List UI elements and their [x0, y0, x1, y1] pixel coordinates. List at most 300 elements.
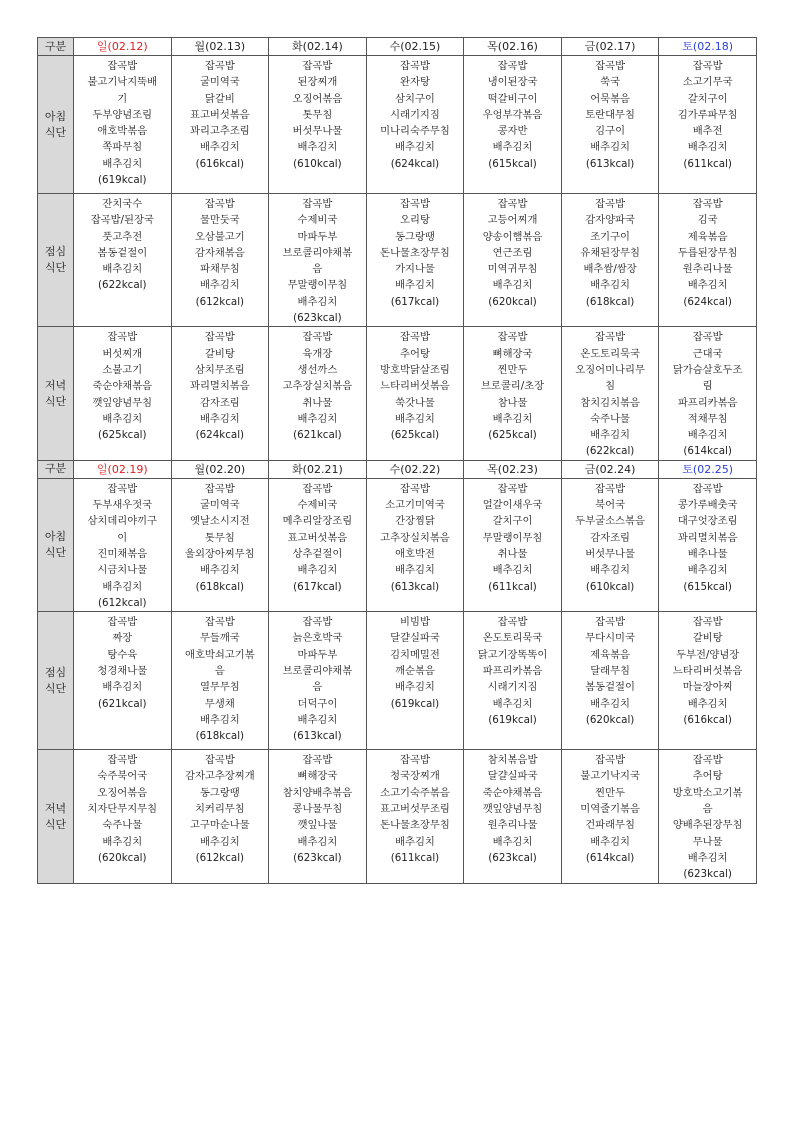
- menu-item: 고구마순나물: [190, 819, 250, 832]
- menu-cell: [366, 327, 464, 460]
- menu-item: 돈나물초장무침: [380, 819, 450, 832]
- menu-item: 배추김치: [492, 835, 533, 848]
- menu-item: 느타리버섯볶음: [380, 380, 450, 393]
- menu-item: 우엉부각볶음: [482, 108, 543, 121]
- menu-item: 무다시미국: [585, 632, 635, 645]
- menu-item: 비빔밥: [400, 616, 430, 629]
- menu-item: 브로콜리/초장: [480, 380, 545, 393]
- calorie-value: (613kcal): [390, 580, 440, 593]
- calorie-value: (613kcal): [293, 730, 342, 743]
- menu-item: 풋고추전: [102, 230, 143, 243]
- menu-item: 배추김치: [492, 412, 533, 425]
- menu-item: 무나물: [692, 835, 723, 848]
- menu-item: 배추나물: [687, 547, 728, 560]
- menu-item: 오징어볶음: [292, 92, 343, 105]
- menu-item: 달걀실파국: [487, 770, 538, 783]
- menu-item: 메추리알장조림: [282, 515, 353, 528]
- menu-item: 연근조림: [492, 246, 533, 259]
- menu-item: 방호박소고기볶 음: [672, 786, 743, 816]
- menu-item: 마파두부: [297, 648, 338, 661]
- menu-item: 배추김치: [199, 412, 240, 425]
- week-2-dinner-row: [38, 750, 757, 884]
- menu-item: 잡곡밥: [595, 60, 626, 72]
- menu-item: 두부양념조림: [92, 108, 153, 121]
- menu-item: 마늘장아찌: [682, 681, 733, 694]
- menu-item: 잔치국수: [102, 198, 143, 210]
- menu-item: 굴미역국: [199, 499, 240, 512]
- menu-item: 잡곡밥: [497, 60, 528, 72]
- menu-item: 잡곡밥: [400, 60, 430, 72]
- calorie-value: (620kcal): [585, 713, 635, 726]
- menu-item: 두부굴소스볶음: [575, 515, 645, 528]
- menu-cell: [659, 56, 757, 194]
- menu-cell: [171, 56, 269, 194]
- menu-item: 깨순볶음: [395, 665, 435, 678]
- menu-item: 잡곡밥: [204, 331, 235, 344]
- day-header: 수(02.22): [366, 460, 464, 478]
- calorie-value: (623kcal): [293, 851, 342, 864]
- calorie-value: (619kcal): [488, 713, 537, 726]
- menu-item: 참치볶음밥: [487, 754, 538, 767]
- menu-item: 배추김치: [199, 835, 240, 848]
- menu-item: 삼치데리야끼구 이: [87, 515, 158, 544]
- meal-table-body: [38, 38, 757, 884]
- menu-item: 오징어볶음: [97, 786, 148, 799]
- menu-item: 잡곡밥: [692, 482, 723, 495]
- menu-item: 육개장: [302, 347, 333, 360]
- menu-item: 배추전: [692, 125, 723, 138]
- meal-label-lunch: 점심 식단: [38, 194, 74, 327]
- menu-item: 시래기지짐: [390, 108, 440, 121]
- calorie-value: (624kcal): [683, 295, 732, 308]
- menu-item: 콩자반: [497, 125, 528, 138]
- menu-cell: [659, 750, 757, 884]
- menu-item: 진미채볶음: [97, 547, 148, 560]
- menu-item: 닭고기장똑똑이: [477, 648, 548, 661]
- menu-item: 배추김치: [492, 697, 533, 710]
- week-1-breakfast-row: [38, 56, 757, 194]
- menu-item: 잡곡밥: [204, 198, 235, 210]
- menu-item: 북어국: [595, 499, 626, 512]
- menu-item: 표고버섯볶음: [287, 531, 348, 544]
- calorie-value: (612kcal): [195, 295, 245, 308]
- menu-item: 잡곡밥: [595, 616, 626, 629]
- menu-cell: [464, 478, 562, 611]
- calorie-value: (615kcal): [488, 157, 537, 170]
- menu-item: 배추김치: [590, 564, 630, 577]
- calorie-value: (611kcal): [488, 580, 537, 593]
- menu-item: 갈치구이: [492, 515, 533, 528]
- menu-item: 잡곡밥: [107, 60, 138, 72]
- menu-cell: [561, 478, 659, 611]
- menu-item: 배추김치: [297, 713, 338, 726]
- menu-item: 뼈해장국: [492, 347, 533, 360]
- menu-item: 배추김치: [102, 412, 143, 425]
- menu-cell: [74, 327, 172, 460]
- menu-item: 미역줄기볶음: [580, 803, 640, 816]
- menu-item: 톳무침: [302, 108, 333, 121]
- menu-item: 배추김치: [297, 564, 338, 577]
- week-2-breakfast-row: [38, 478, 757, 611]
- menu-item: 된장찌개: [297, 76, 338, 89]
- menu-item: 꽈리고추조림: [190, 125, 250, 138]
- menu-item: 애호박볶음: [97, 125, 148, 138]
- calorie-value: (625kcal): [390, 429, 440, 442]
- day-header: 화(02.21): [269, 460, 367, 478]
- menu-item: 소고기미역국: [385, 499, 445, 512]
- menu-item: 배추김치: [590, 141, 630, 154]
- meal-label-dinner: 저녁 식단: [38, 750, 74, 884]
- menu-item: 김구이: [595, 125, 626, 138]
- menu-item: 미역귀무침: [487, 263, 538, 276]
- menu-item: 버섯무나물: [292, 125, 343, 138]
- menu-item: 배추김치: [687, 564, 728, 577]
- calorie-value: (621kcal): [98, 697, 147, 710]
- day-header: 금(02.24): [561, 460, 659, 478]
- menu-item: 잡곡밥: [692, 331, 723, 344]
- weekly-meal-table: [37, 37, 757, 884]
- menu-item: 버섯무나물: [585, 547, 635, 560]
- menu-cell: [74, 612, 172, 750]
- menu-item: 느타리버섯볶음: [672, 665, 743, 678]
- menu-item: 상추겉절이: [292, 547, 343, 560]
- calorie-value: (623kcal): [488, 851, 537, 864]
- menu-cell: [366, 478, 464, 611]
- menu-item: 배추김치: [102, 263, 143, 276]
- menu-item: 배추김치: [297, 295, 338, 308]
- menu-item: 애호박쇠고기볶 음: [185, 648, 255, 678]
- menu-item: 잡곡밥: [692, 60, 723, 72]
- menu-item: 건파래무침: [585, 819, 635, 832]
- menu-item: 오징어미나리무 침: [575, 363, 645, 393]
- menu-item: 배추김치: [590, 429, 630, 442]
- menu-item: 잡곡밥: [400, 198, 430, 210]
- menu-cell: [74, 194, 172, 327]
- meal-label-breakfast: 아침 식단: [38, 478, 74, 611]
- menu-item: 잡곡밥: [595, 754, 626, 767]
- menu-item: 잡곡밥: [400, 482, 430, 495]
- menu-item: 감자조림: [590, 531, 630, 544]
- menu-item: 고추장실치볶음: [380, 531, 450, 544]
- day-header: 목(02.23): [464, 460, 562, 478]
- menu-cell: [269, 750, 367, 884]
- menu-item: 잡곡밥: [302, 198, 333, 210]
- week-1-dinner-row: [38, 327, 757, 460]
- calorie-value: (618kcal): [195, 580, 245, 593]
- menu-item: 깻잎양념무침: [482, 803, 543, 816]
- calorie-value: (618kcal): [195, 730, 245, 743]
- menu-cell: [561, 612, 659, 750]
- menu-item: 참치김치볶음: [580, 396, 640, 409]
- day-header: 토(02.25): [659, 460, 757, 478]
- calorie-value: (624kcal): [390, 157, 440, 170]
- menu-item: 갈비탕: [204, 347, 235, 360]
- menu-item: 치자단무지무침: [87, 803, 158, 816]
- menu-item: 배추김치: [687, 851, 728, 864]
- calorie-value: (620kcal): [488, 295, 537, 308]
- calorie-value: (623kcal): [683, 868, 732, 881]
- menu-item: 수제비국: [297, 499, 338, 512]
- menu-item: 배추김치: [102, 157, 143, 170]
- menu-item: 배추김치: [395, 279, 435, 292]
- menu-item: 잡곡밥: [302, 60, 333, 72]
- menu-item: 잡곡밥: [692, 616, 723, 629]
- menu-item: 찐만두: [595, 786, 626, 799]
- menu-item: 두부새우젓국: [92, 499, 153, 512]
- menu-cell: [464, 194, 562, 327]
- menu-item: 양송이햄볶음: [482, 230, 543, 243]
- menu-cell: [171, 478, 269, 611]
- menu-item: 늙은호박국: [292, 632, 343, 645]
- calorie-value: (619kcal): [98, 174, 147, 187]
- calorie-value: (621kcal): [293, 429, 342, 442]
- menu-item: 무말랭이무침: [287, 279, 348, 292]
- menu-item: 배추김치: [687, 429, 728, 442]
- menu-cell: [464, 612, 562, 750]
- calorie-value: (616kcal): [195, 157, 245, 170]
- menu-item: 불고기낙지국: [580, 770, 640, 783]
- menu-item: 숙주북어국: [97, 770, 148, 783]
- menu-item: 파프리카볶음: [482, 665, 543, 678]
- menu-item: 오삼불고기: [194, 230, 245, 243]
- menu-item: 콩가루배춧국: [677, 499, 738, 512]
- menu-cell: [366, 750, 464, 884]
- menu-cell: [171, 750, 269, 884]
- calorie-value: (611kcal): [390, 851, 440, 864]
- menu-item: 배추김치: [590, 835, 630, 848]
- menu-item: 감자고추장찌개: [185, 770, 255, 783]
- menu-cell: [659, 612, 757, 750]
- header-label: 구분: [38, 38, 74, 56]
- menu-item: 무말랭이무침: [482, 531, 543, 544]
- menu-cell: [171, 612, 269, 750]
- menu-cell: [464, 56, 562, 194]
- menu-item: 배추김치: [297, 412, 338, 425]
- menu-item: 깻잎양념무침: [92, 396, 153, 409]
- calorie-value: (611kcal): [683, 157, 732, 170]
- week-2-lunch-row: [38, 612, 757, 750]
- menu-cell: [366, 56, 464, 194]
- menu-item: 잡곡밥: [302, 616, 333, 629]
- menu-item: 잡곡밥: [497, 616, 528, 629]
- menu-item: 고추장실치볶음: [282, 380, 353, 393]
- menu-item: 얼갈이새우국: [482, 499, 543, 512]
- menu-item: 숙주나물: [102, 819, 143, 832]
- menu-cell: [561, 56, 659, 194]
- menu-item: 감자조림: [199, 396, 240, 409]
- menu-item: 제육볶음: [687, 230, 728, 243]
- menu-item: 잡곡밥: [400, 754, 430, 767]
- menu-item: 돈나물초장무침: [380, 246, 450, 259]
- calorie-value: (613kcal): [585, 157, 635, 170]
- menu-item: 김치메밀전: [390, 648, 440, 661]
- menu-item: 파채무침: [199, 263, 240, 276]
- menu-item: 대구엇장조림: [677, 515, 738, 528]
- menu-item: 동그랑땡: [199, 786, 240, 799]
- menu-item: 숙주나물: [590, 412, 630, 425]
- day-header: 수(02.15): [366, 38, 464, 56]
- menu-item: 양배추된장무침: [672, 819, 743, 832]
- menu-item: 브로콜리야채볶 음: [282, 665, 353, 694]
- day-header: 일(02.12): [74, 38, 172, 56]
- menu-item: 소고기숙주볶음: [380, 786, 450, 799]
- menu-item: 굴미역국: [199, 76, 240, 89]
- menu-item: 어묵볶음: [590, 92, 630, 105]
- menu-item: 배추김치: [590, 697, 630, 710]
- menu-cell: [561, 327, 659, 460]
- menu-item: 닭갈비: [204, 92, 235, 105]
- menu-item: 오리탕: [400, 214, 430, 227]
- menu-item: 적채무침: [687, 412, 728, 425]
- calorie-value: (610kcal): [293, 157, 342, 170]
- menu-item: 온도토리묵국: [482, 632, 543, 645]
- meal-label-lunch: 점심 식단: [38, 612, 74, 750]
- calorie-value: (620kcal): [98, 851, 147, 864]
- menu-item: 두부전/양념장: [676, 648, 740, 661]
- menu-cell: [269, 478, 367, 611]
- menu-cell: [561, 750, 659, 884]
- menu-item: 잡곡밥: [204, 482, 235, 495]
- menu-item: 잡곡밥: [107, 331, 138, 344]
- menu-cell: [464, 750, 562, 884]
- menu-item: 무들깨국: [199, 632, 240, 645]
- calorie-value: (624kcal): [195, 429, 245, 442]
- menu-item: 배추김치: [297, 141, 338, 154]
- menu-item: 원추리나물: [682, 263, 733, 276]
- menu-cell: [269, 56, 367, 194]
- menu-item: 달래무침: [590, 665, 630, 678]
- menu-cell: [74, 750, 172, 884]
- week-2-header-row: [38, 460, 757, 478]
- calorie-value: (622kcal): [585, 445, 635, 458]
- menu-item: 무생채: [204, 697, 235, 710]
- menu-item: 잡곡밥: [692, 198, 723, 210]
- menu-item: 완자탕: [400, 76, 430, 89]
- menu-item: 제육볶음: [590, 648, 630, 661]
- menu-item: 닭가슴살호두조 림: [672, 363, 743, 393]
- menu-item: 배추김치: [492, 279, 533, 292]
- menu-cell: [366, 612, 464, 750]
- menu-cell: [171, 194, 269, 327]
- menu-item: 삼치무조림: [194, 363, 245, 376]
- calorie-value: (616kcal): [683, 713, 732, 726]
- menu-item: 톳무침: [204, 531, 235, 544]
- menu-item: 죽순야채볶음: [482, 786, 543, 799]
- menu-item: 간장찜닭: [395, 515, 435, 528]
- meal-label-breakfast: 아침 식단: [38, 56, 74, 194]
- menu-item: 배추김치: [687, 141, 728, 154]
- menu-item: 열무무침: [199, 681, 240, 694]
- menu-item: 꽈리멸치볶음: [677, 531, 738, 544]
- menu-cell: [659, 478, 757, 611]
- menu-item: 배추김치: [199, 141, 240, 154]
- menu-item: 청국장찌개: [390, 770, 440, 783]
- calorie-value: (618kcal): [585, 295, 635, 308]
- menu-item: 울외장아찌무침: [185, 547, 255, 560]
- menu-item: 잡곡밥: [107, 754, 138, 767]
- menu-item: 잡곡밥/된장국: [90, 214, 154, 227]
- menu-item: 브로콜리야채볶 음: [282, 246, 353, 276]
- menu-item: 잡곡밥: [497, 331, 528, 344]
- menu-item: 쑥국: [600, 76, 621, 89]
- menu-item: 참나물: [497, 396, 528, 409]
- calorie-value: (612kcal): [98, 596, 147, 609]
- menu-item: 수제비국: [297, 214, 338, 227]
- menu-cell: [561, 194, 659, 327]
- menu-cell: [269, 327, 367, 460]
- week-1-header-row: [38, 38, 757, 56]
- calorie-value: (617kcal): [390, 295, 440, 308]
- meal-label-dinner: 저녁 식단: [38, 327, 74, 460]
- menu-item: 잡곡밥: [107, 616, 138, 629]
- menu-item: 배추쌈/쌈장: [583, 263, 637, 276]
- menu-item: 콩나물무침: [292, 803, 343, 816]
- menu-item: 버섯찌개: [102, 347, 143, 360]
- menu-item: 배추김치: [199, 564, 240, 577]
- calorie-value: (615kcal): [683, 580, 732, 593]
- day-header: 월(02.13): [171, 38, 269, 56]
- menu-item: 냉이된장국: [487, 76, 538, 89]
- menu-item: 배추김치: [199, 279, 240, 292]
- menu-item: 김국: [697, 214, 718, 227]
- menu-item: 토란대무침: [585, 108, 635, 121]
- menu-item: 소고기무국: [682, 76, 733, 89]
- menu-item: 잡곡밥: [302, 754, 333, 767]
- menu-item: 잡곡밥: [595, 331, 626, 344]
- menu-item: 배추김치: [395, 564, 435, 577]
- menu-cell: [659, 327, 757, 460]
- header-label: 구분: [38, 460, 74, 478]
- day-header: 화(02.14): [269, 38, 367, 56]
- menu-cell: [74, 56, 172, 194]
- menu-item: 배추김치: [687, 697, 728, 710]
- menu-item: 고등어찌개: [487, 214, 538, 227]
- calorie-value: (612kcal): [195, 851, 245, 864]
- menu-item: 청경채나물: [97, 665, 148, 678]
- menu-item: 감자채볶음: [194, 246, 245, 259]
- menu-item: 배추김치: [297, 835, 338, 848]
- menu-item: 배추김치: [687, 279, 728, 292]
- menu-item: 방호박닭살조림: [380, 363, 450, 376]
- menu-item: 소불고기: [102, 363, 143, 376]
- menu-item: 잡곡밥: [595, 482, 626, 495]
- menu-item: 두릅된장무침: [677, 246, 738, 259]
- menu-item: 잡곡밥: [692, 754, 723, 767]
- menu-item: 잡곡밥: [595, 198, 626, 210]
- menu-cell: [269, 194, 367, 327]
- menu-cell: [269, 612, 367, 750]
- menu-item: 봄동겉절이: [97, 246, 148, 259]
- menu-item: 쑥갓나물: [395, 396, 435, 409]
- menu-item: 봄동겉절이: [585, 681, 635, 694]
- menu-item: 동그랑땡: [395, 230, 435, 243]
- menu-item: 유채된장무침: [580, 246, 640, 259]
- menu-item: 근대국: [692, 347, 723, 360]
- day-header: 금(02.17): [561, 38, 659, 56]
- menu-item: 잡곡밥: [400, 331, 430, 344]
- menu-item: 불고기낙지뚝배 기: [87, 76, 158, 105]
- menu-cell: [171, 327, 269, 460]
- menu-item: 배추김치: [395, 681, 435, 694]
- menu-item: 탕수육: [107, 648, 138, 661]
- calorie-value: (622kcal): [98, 279, 147, 292]
- menu-item: 잡곡밥: [497, 482, 528, 495]
- menu-item: 배추김치: [395, 835, 435, 848]
- menu-item: 마파두부: [297, 230, 338, 243]
- calorie-value: (614kcal): [683, 445, 732, 458]
- menu-item: 배추김치: [492, 564, 533, 577]
- menu-item: 짜장: [112, 632, 133, 645]
